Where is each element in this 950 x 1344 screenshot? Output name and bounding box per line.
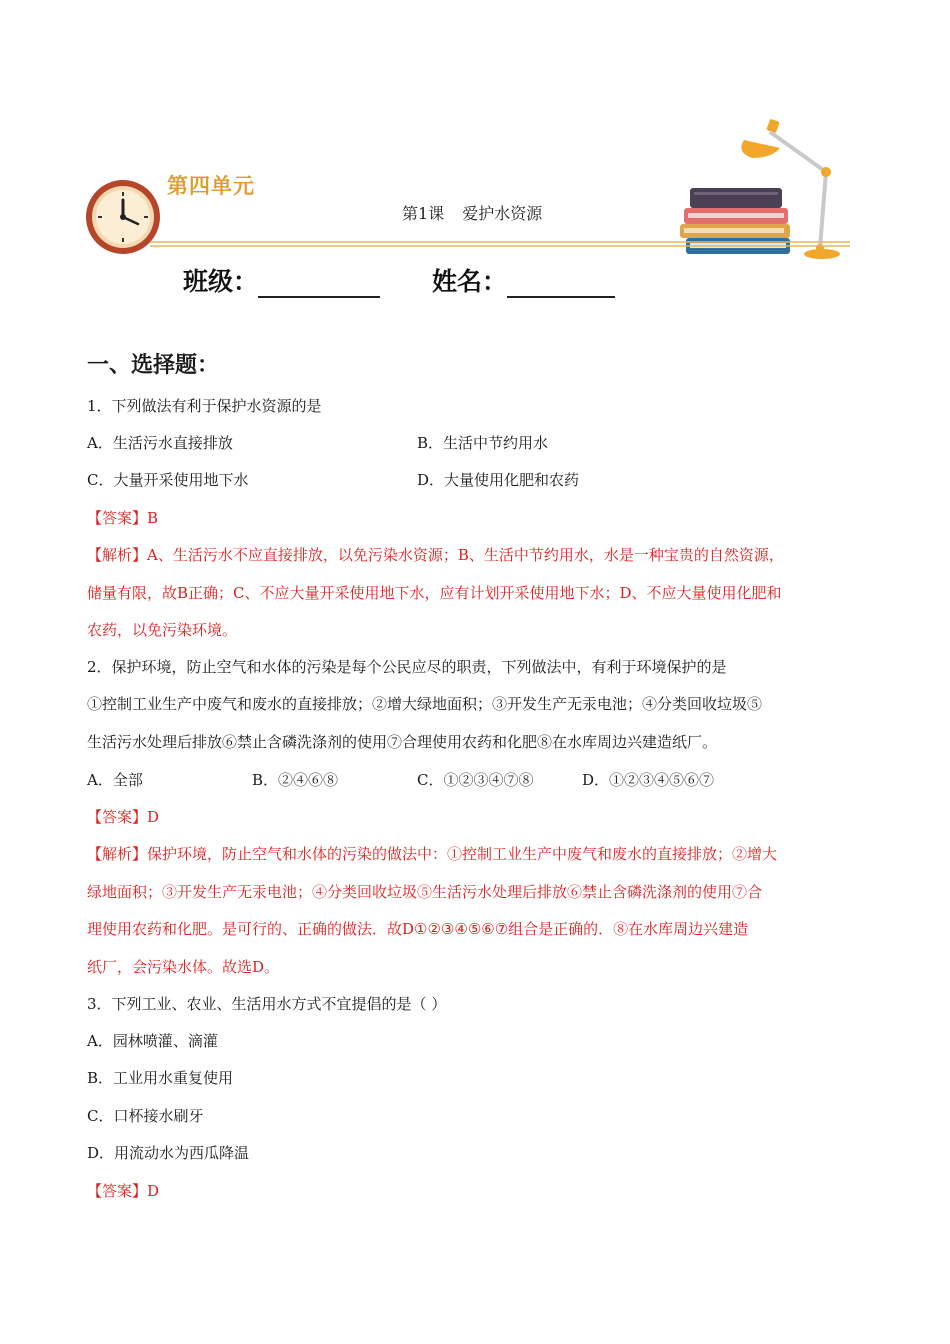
q3-option-d: D．用流动水为西瓜降温 [87, 1144, 250, 1162]
q1-analysis-line: 储量有限，故B正确；C、不应大量开采使用地下水，应有计划开采使用地下水；D、不应大量使用化肥和 [87, 584, 782, 602]
unit-title: 第四单元 [167, 174, 255, 198]
name-label: 姓名： [432, 267, 508, 296]
q2-analysis-line: 【解析】保护环境，防止空气和水体的污染的做法中：①控制工业生产中废气和废水的直接排放；②增大 [87, 845, 778, 863]
q1-option-c: C．大量开采使用地下水 [87, 471, 249, 489]
q2-stem-line: ①控制工业生产中废气和废水的直接排放；②增大绿地面积；③开发生产无汞电池；④分类回收垃圾⑤ [87, 695, 763, 713]
q1-option-a: A．生活污水直接排放 [87, 434, 233, 452]
header-divider [150, 240, 850, 248]
section-title: 一、选择题： [87, 352, 220, 378]
q3-stem: 3．下列工业、农业、生活用水方式不宜提倡的是（ ） [87, 995, 447, 1013]
q2-analysis-line: 理使用农药和化肥。是可行的、正确的做法．故D①②③④⑤⑥⑦组合是正确的．⑧在水库周边兴建造 [87, 920, 749, 938]
name-blank[interactable] [507, 270, 615, 298]
q2-analysis-line: 纸厂，会污染水体。故选D。 [87, 958, 280, 976]
q1-stem: 1．下列做法有利于保护水资源的是 [87, 397, 322, 415]
q3-option-c: C．口杯接水刷牙 [87, 1107, 204, 1125]
q2-analysis-line: 绿地面积；③开发生产无汞电池；④分类回收垃圾⑤生活污水处理后排放⑥禁止含磷洗涤剂的使用⑦合 [87, 883, 763, 901]
class-field [183, 262, 380, 298]
q1-option-b: B．生活中节约用水 [417, 434, 549, 452]
class-label: 班级： [183, 267, 259, 296]
q3-option-b: B．工业用水重复使用 [87, 1069, 234, 1087]
q2-stem-line: 2．保护环境，防止空气和水体的污染是每个公民应尽的职责，下列做法中，有利于环境保护的是 [87, 658, 727, 676]
q1-option-d: D．大量使用化肥和农药 [417, 471, 580, 489]
lesson-title [402, 201, 542, 224]
q3-option-a: A．园林喷灌、滴灌 [87, 1032, 218, 1050]
q2-option-a: A．全部 [87, 771, 143, 789]
q2-option-c: C．①②③④⑦⑧ [417, 771, 534, 789]
q3-answer: 【答案】D [87, 1182, 160, 1200]
class-blank[interactable] [258, 270, 380, 298]
lesson-name: 爱护水资源 [462, 204, 543, 223]
q1-answer: 【答案】B [87, 509, 159, 527]
q2-option-d: D．①②③④⑤⑥⑦ [582, 771, 715, 789]
q2-stem-line: 生活污水处理后排放⑥禁止含磷洗涤剂的使用⑦合理使用农药和化肥⑧在水库周边兴建造纸厂。 [87, 733, 718, 751]
q1-analysis-line: 农药，以免污染环境。 [87, 621, 238, 639]
lesson-number: 第1课 [402, 204, 445, 223]
q2-answer: 【答案】D [87, 808, 160, 826]
q1-analysis-line: 【解析】A、生活污水不应直接排放，以免污染水资源；B、生活中节约用水，水是一种宝贵的自然资源， [87, 546, 784, 564]
q2-option-b: B．②④⑥⑧ [252, 771, 339, 789]
name-field [432, 262, 615, 298]
